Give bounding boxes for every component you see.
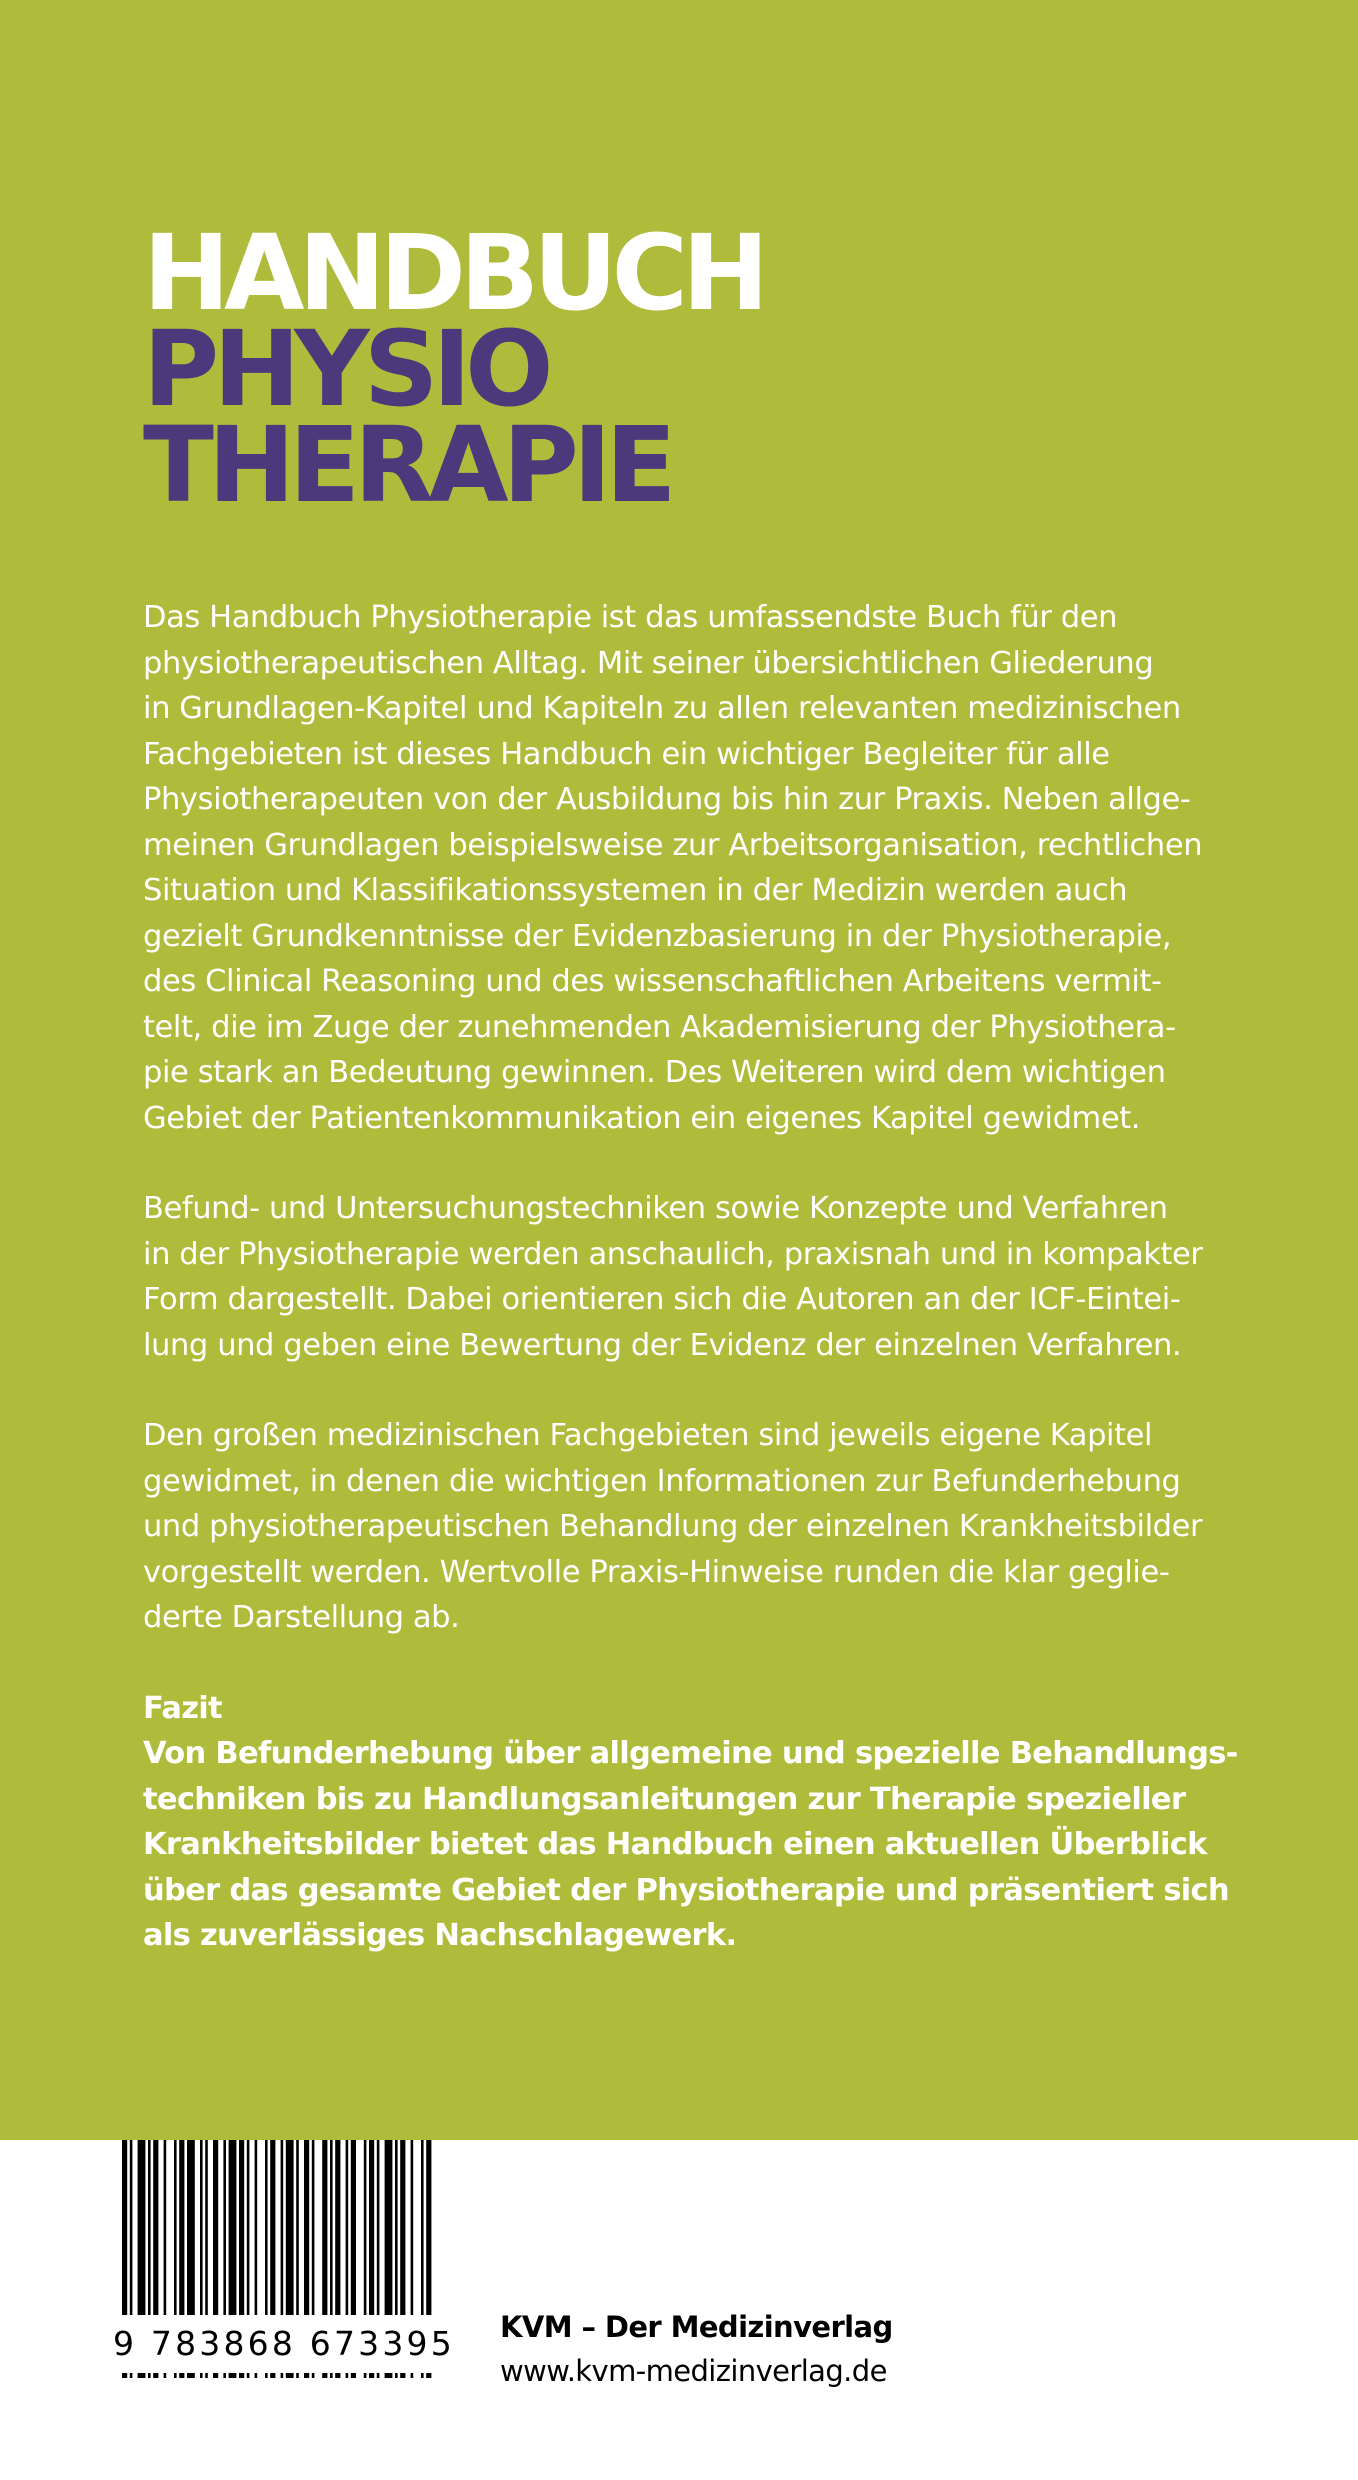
text-line: telt, die im Zuge der zunehmenden Akademisierung der Physiothera-: [143, 1009, 1176, 1045]
text-line: Befund- und Untersuchungstechniken sowie Konzepte und Verfahren: [143, 1191, 1168, 1226]
fazit-heading: Fazit: [143, 1690, 222, 1726]
description-paragraph-2: [143, 1186, 1223, 1368]
fazit-section: [143, 1686, 1238, 1959]
text-line: Gebiet der Patientenkommunikation ein eigenes Kapitel gewidmet.: [143, 1100, 1141, 1136]
text-line: Den großen medizinischen Fachgebieten sind jeweils eigene Kapitel: [143, 1418, 1153, 1453]
fazit-line: über das gesamte Gebiet der Physiotherapie und präsentiert sich: [143, 1872, 1229, 1908]
title-line-therapie: THERAPIE: [143, 404, 671, 526]
text-line: gewidmet, in denen die wichtigen Informationen zur Befunderhebung: [143, 1463, 1181, 1499]
text-line: meinen Grundlagen beispielsweise zur Arbeitsorganisation, rechtlichen: [143, 827, 1203, 863]
text-line: vorgestellt werden. Wertvolle Praxis-Hinweise runden die klar geglie-: [143, 1554, 1170, 1590]
text-line: des Clinical Reasoning und des wissenschaftlichen Arbeitens vermit-: [143, 964, 1162, 999]
fazit-line: als zuverlässiges Nachschlagewerk.: [143, 1918, 737, 1953]
publisher-url: www.kvm-medizinverlag.de: [500, 2354, 887, 2388]
description-text: [143, 595, 1238, 1959]
text-line: gezielt Grundkenntnisse der Evidenzbasierung in der Physiotherapie,: [143, 918, 1172, 954]
text-line: Situation und Klassifikationssystemen in der Medizin werden auch: [143, 873, 1128, 908]
text-line: physiotherapeutischen Alltag. Mit seiner übersichtlichen Gliederung: [143, 645, 1154, 681]
text-line: in Grundlagen-Kapitel und Kapiteln zu allen relevanten medizinischen: [143, 691, 1181, 726]
description-paragraph-1: [143, 595, 1223, 1141]
text-line: lung und geben eine Bewertung der Evidenz der einzelnen Verfahren.: [143, 1327, 1182, 1363]
publisher-block: [500, 2305, 893, 2393]
fazit-line: techniken bis zu Handlungsanleitungen zur Therapie spezieller: [143, 1781, 1186, 1817]
isbn-number: 9 783868 673395: [113, 2315, 458, 2373]
publisher-name: KVM – Der Medizinverlag: [500, 2310, 893, 2344]
title-line-physio: PHYSIO: [143, 308, 548, 430]
text-line: pie stark an Bedeutung gewinnen. Des Weiteren wird dem wichtigen: [143, 1055, 1166, 1090]
title-line-handbuch: HANDBUCH: [143, 212, 763, 334]
fazit-line: Krankheitsbilder bietet das Handbuch einen aktuellen Überblick: [143, 1827, 1207, 1862]
text-line: Physiotherapeuten von der Ausbildung bis hin zur Praxis. Neben allge-: [143, 782, 1191, 817]
text-line: und physiotherapeutischen Behandlung der einzelnen Krankheitsbilder: [143, 1509, 1203, 1544]
text-line: Form dargestellt. Dabei orientieren sich die Autoren an der ICF-Eintei-: [143, 1282, 1181, 1317]
text-line: Das Handbuch Physiotherapie ist das umfassendste Buch für den: [143, 600, 1118, 635]
text-line: Fachgebieten ist dieses Handbuch ein wichtiger Begleiter für alle: [143, 736, 1110, 772]
text-line: in der Physiotherapie werden anschaulich, praxisnah und in kompakter: [143, 1236, 1203, 1272]
description-paragraph-3: [143, 1413, 1223, 1641]
fazit-line: Von Befunderhebung über allgemeine und spezielle Behandlungs-: [143, 1736, 1238, 1771]
book-title: [143, 212, 763, 526]
text-line: derte Darstellung ab.: [143, 1600, 460, 1635]
